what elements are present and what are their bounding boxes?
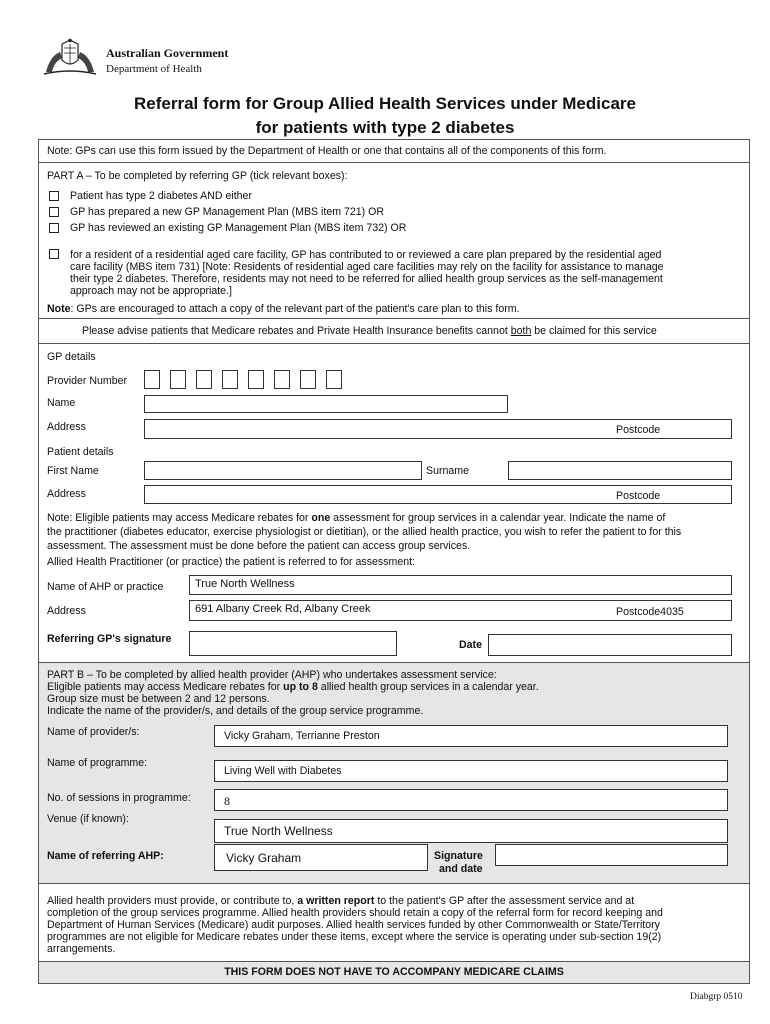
divider — [38, 162, 750, 163]
report-text: Department of Human Services (Medicare) audit purposes. Allied health services funded by other Commonwealth or State/Territory — [47, 919, 660, 931]
divider — [38, 343, 750, 344]
gp-name-label: Name — [47, 397, 76, 409]
venue-label: Venue (if known): — [47, 813, 129, 825]
check-label: GP has reviewed an existing GP Management Plan (MBS item 732) OR — [70, 222, 407, 234]
ahp-address-label: Address — [47, 605, 86, 617]
surname-input[interactable] — [508, 461, 732, 480]
provider-number-digit[interactable] — [248, 370, 264, 389]
sessions-label: No. of sessions in programme: — [47, 792, 191, 804]
gp-name-input[interactable] — [144, 395, 508, 413]
provider-number-digit[interactable] — [326, 370, 342, 389]
eligibility-note: Note: Eligible patients may access Medicare rebates for one assessment for group services in a calendar year. Indicate the name of — [47, 512, 666, 524]
part-b-text: Eligible patients may access Medicare rebates for up to 8 allied health group services in a calendar year. — [47, 681, 539, 693]
patient-postcode-label: Postcode — [616, 490, 661, 502]
ahp-name-label: Name of AHP or practice — [47, 581, 164, 593]
first-name-label: First Name — [47, 465, 99, 477]
gp-date-input[interactable] — [488, 634, 732, 656]
part-a-heading: PART A – To be completed by referring GP (tick relevant boxes): — [47, 170, 348, 182]
aged-care-text: their type 2 diabetes. Therefore, residents may not need to be referred for allied health group services as the self-management — [70, 273, 663, 285]
care-plan-note: Note: GPs are encouraged to attach a copy of the relevant part of the patient's care plan to this form. — [47, 303, 520, 315]
gp-details-heading: GP details — [47, 351, 96, 363]
part-b-heading: PART B – To be completed by allied health provider (AHP) who undertakes assessment service: — [47, 669, 497, 681]
aged-care-text: for a resident of a residential aged care facility, GP has contributed to or reviewed a care plan prepared by the residential aged — [70, 249, 662, 261]
government-name: Australian Government — [106, 46, 229, 60]
aged-care-checkbox[interactable] — [49, 249, 59, 259]
divider — [38, 883, 750, 884]
eligibility-note: the practitioner (diabetes educator, exercise physiologist or dietitian), or the allied health practice, you wish to refer the patient to for this — [47, 526, 682, 538]
gp-address-label: Address — [47, 421, 86, 433]
ahp-address-input[interactable]: 691 Albany Creek Rd, Albany Creek — [189, 600, 732, 621]
ahp-name-input[interactable]: True North Wellness — [189, 575, 732, 595]
divider — [38, 662, 750, 663]
venue-input[interactable]: True North Wellness — [214, 819, 728, 843]
gp-signature-label: Referring GP's signature — [47, 633, 172, 645]
aged-care-text: approach may not be appropriate.] — [70, 285, 232, 297]
sessions-input[interactable]: 8 — [214, 789, 728, 811]
divider — [38, 961, 750, 962]
eligibility-note: assessment. The assessment must be done before the patient can access group services. — [47, 540, 471, 552]
surname-label: Surname — [426, 465, 469, 477]
ahp-instruction: Allied Health Practitioner (or practice) the patient is referred to for assessment: — [47, 556, 415, 568]
provider-number-digit[interactable] — [144, 370, 160, 389]
gp-postcode-label: Postcode — [616, 424, 661, 436]
form-title: Referral form for Group Allied Health Services under Medicare — [134, 94, 636, 113]
referring-ahp-label: Name of referring AHP: — [47, 850, 164, 862]
ahp-date-label: and date — [439, 863, 483, 875]
divider — [38, 318, 750, 319]
ahp-signature-input[interactable] — [495, 844, 728, 866]
department-name: Department of Health — [106, 63, 202, 75]
aged-care-text: care facility (MBS item 731) [Note: Residents of residential aged care facilities may rely on the facility for assistance to manage — [70, 261, 664, 273]
patient-address-label: Address — [47, 488, 86, 500]
report-text: arrangements. — [47, 943, 116, 955]
report-text: Allied health providers must provide, or contribute to, a written report to the patient's GP after the assessment service and at — [47, 895, 635, 907]
type2-diabetes-checkbox[interactable] — [49, 191, 59, 201]
provider-number-digit[interactable] — [170, 370, 186, 389]
rebate-advice: Please advise patients that Medicare rebates and Private Health Insurance benefits cannot both be claimed for this service — [82, 325, 657, 337]
new-gpmp-checkbox[interactable] — [49, 207, 59, 217]
first-name-input[interactable] — [144, 461, 422, 480]
patient-details-heading: Patient details — [47, 446, 114, 458]
gp-date-label: Date — [459, 639, 482, 651]
provider-number-digit[interactable] — [300, 370, 316, 389]
gp-signature-input[interactable] — [189, 631, 397, 656]
ahp-signature-label: Signature — [434, 850, 483, 862]
referring-ahp-input[interactable]: Vicky Graham — [214, 844, 428, 871]
form-code: Diabgrp 0510 — [690, 992, 743, 1002]
check-label: Patient has type 2 diabetes AND either — [70, 190, 252, 202]
part-b-text: Indicate the name of the provider/s, and details of the group service programme. — [47, 705, 424, 717]
top-note: Note: GPs can use this form issued by the Department of Health or one that contains all of the components of this form. — [47, 145, 607, 157]
form-subtitle: for patients with type 2 diabetes — [255, 118, 515, 137]
report-text: completion of the group services programme. Allied health providers should retain a copy of the referral form for record keeping and — [47, 907, 663, 919]
coat-of-arms-logo — [40, 38, 100, 78]
part-b-text: Group size must be between 2 and 12 persons. — [47, 693, 270, 705]
provider-number-digit[interactable] — [196, 370, 212, 389]
providers-input[interactable]: Vicky Graham, Terrianne Preston — [214, 725, 728, 747]
report-text: programmes are not eligible for Medicare rebates under these items, except where the service is operating under sub-section 19(2) — [47, 931, 662, 943]
provider-number-digit[interactable] — [274, 370, 290, 389]
programme-input[interactable]: Living Well with Diabetes — [214, 760, 728, 782]
check-label: GP has prepared a new GP Management Plan (MBS item 721) OR — [70, 206, 385, 218]
review-gpmp-checkbox[interactable] — [49, 223, 59, 233]
programme-label: Name of programme: — [47, 757, 148, 769]
ahp-postcode: Postcode4035 — [616, 606, 684, 618]
provider-number-label: Provider Number — [47, 375, 128, 387]
footer-banner: THIS FORM DOES NOT HAVE TO ACCOMPANY MEDICARE CLAIMS — [224, 966, 564, 978]
provider-number-digit[interactable] — [222, 370, 238, 389]
providers-label: Name of provider/s: — [47, 726, 140, 738]
